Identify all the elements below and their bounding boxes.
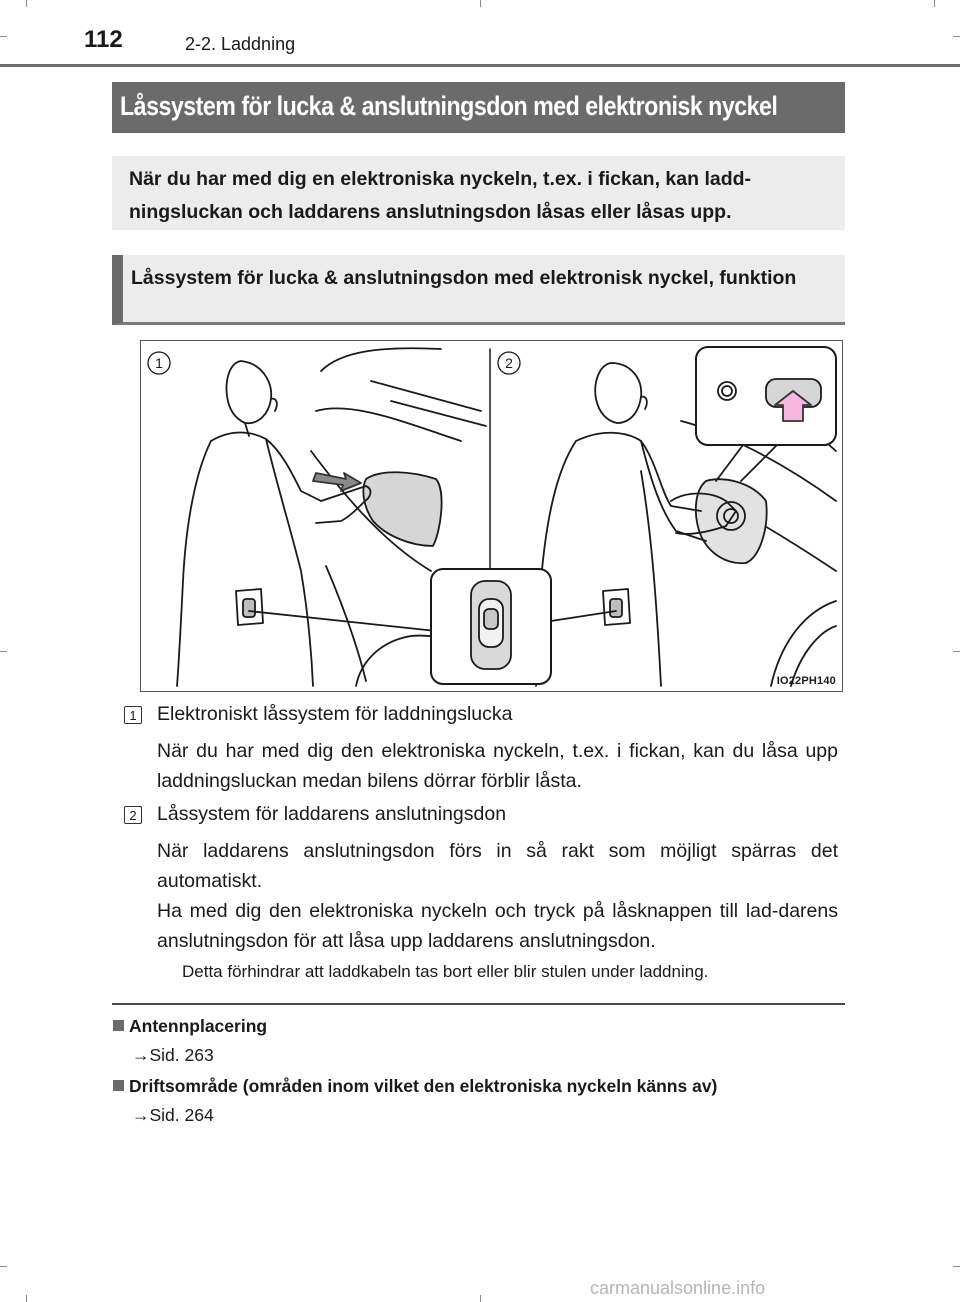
crop-mark [0,36,7,37]
crop-mark [26,1295,27,1302]
crop-mark [480,0,481,7]
note-text: Detta förhindrar att laddkabeln tas bort eller blir stulen under laddning. [182,962,709,981]
item-title-2: Låssystem för laddarens anslutningsdon [157,803,507,825]
bullet-title-1: Antennplacering [129,1016,268,1036]
section-title: 2-2. Laddning [185,34,296,54]
page-title [112,82,845,133]
crop-mark [953,651,960,652]
illustration [140,340,843,692]
figure-label-2: 2 [505,355,513,371]
crop-mark [953,36,960,37]
figure-label-1: 1 [155,355,163,371]
page-reference-1[interactable]: →Sid. 263 [132,1045,214,1065]
intro-box: När du har med dig en elektroniska nyckeln, t.ex. i fickan, kan ladd-ningsluckan och laddarens anslutningsdon låsas eller låsas upp. [112,156,845,230]
page-reference-2[interactable]: →Sid. 264 [132,1105,214,1125]
illustration-drawing [141,341,842,691]
figure-code: IO22PH140 [776,675,836,687]
watermark: carmanualsonline.info [590,1278,766,1298]
bullet-antennplacering [113,1016,267,1037]
header-rule [0,64,960,67]
item-body-1: När du har med dig den elektroniska nyckeln, t.ex. i fickan, kan du låsa upp laddningsluckan medan bilens dörrar förblir låsta. [157,740,838,792]
crop-mark [0,1266,7,1267]
subheading: Låssystem för lucka & anslutningsdon med elektronisk nyckel, funktion [112,255,845,325]
bullet-driftsomrade [113,1076,717,1097]
item-number-1: 1 [124,706,142,724]
crop-mark [480,1295,481,1302]
bullet-square-icon [113,1080,124,1091]
item-body-2b: Ha med dig den elektroniska nyckeln och tryck på låsknappen till lad-darens anslutningsdon för att låsa upp laddarens anslutningsdon. [157,900,838,952]
section-divider [112,1003,845,1005]
crop-mark [26,0,27,7]
page-title-text: Låssystem för lucka & anslutningsdon med elektronisk nyckel [120,91,778,121]
item-title-1: Elektroniskt låssystem för laddningslucka [157,703,513,725]
bullet-title-2: Driftsområde (områden inom vilket den elektroniska nyckeln känns av) [129,1076,718,1096]
item-body-2: När laddarens anslutningsdon förs in så rakt som möjligt spärras det automatiskt. [157,840,838,892]
item-number-2: 2 [124,806,142,824]
crop-mark [953,1266,960,1267]
crop-mark [934,0,935,7]
bullet-square-icon [113,1020,124,1031]
page-number: 112 [84,26,123,53]
crop-mark [0,651,7,652]
